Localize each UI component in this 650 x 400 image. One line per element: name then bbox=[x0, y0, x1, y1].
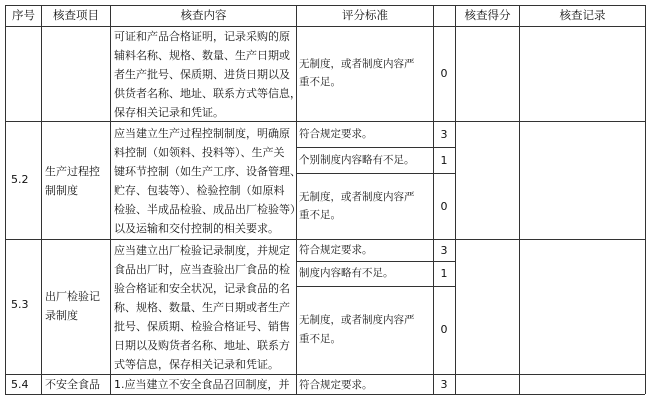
content-line: 保存相关记录和凭证。 bbox=[114, 106, 224, 119]
standard-line: 重不足。 bbox=[299, 333, 341, 345]
content-line: 验合格证和安全状况，记录食品的名 bbox=[114, 282, 290, 295]
content-line: 贮存、包装等）、检验控制（如原料 bbox=[114, 184, 285, 197]
content-line: 称、规格、数量、生产日期或者生产 bbox=[114, 301, 290, 314]
header-item: 核查项目 bbox=[53, 8, 99, 22]
standard-line: 符合规定要求。 bbox=[299, 244, 373, 256]
content-line: 料控制（如领料、投料等）、生产关 bbox=[114, 146, 285, 159]
content-line: 可证和产品合格证明，记录采购的原 bbox=[114, 30, 290, 43]
col-divider bbox=[41, 5, 42, 394]
sub-row-divider bbox=[296, 147, 455, 148]
content-line: 辅料名称、规格、数量、生产日期或 bbox=[114, 49, 290, 62]
col-divider bbox=[455, 5, 456, 394]
sub-row-divider bbox=[296, 261, 455, 262]
row-divider bbox=[5, 121, 645, 122]
row-item-line: 制制度 bbox=[45, 184, 78, 197]
row-divider bbox=[5, 239, 645, 240]
row-item-line: 录制度 bbox=[45, 309, 78, 322]
col-divider bbox=[110, 5, 111, 394]
standard-line: 个别制度内容略有不足。 bbox=[299, 154, 415, 166]
sub-row-divider bbox=[296, 286, 455, 287]
row-item-line: 生产过程控 bbox=[45, 165, 100, 178]
header-bottom-rule bbox=[5, 26, 645, 27]
row-item-line: 不安全食品 bbox=[45, 378, 100, 391]
standard-score: 1 bbox=[440, 154, 448, 167]
sub-row-divider bbox=[296, 173, 455, 174]
header-standard: 评分标准 bbox=[342, 8, 388, 22]
table-border-left bbox=[5, 5, 6, 394]
table-border-right bbox=[645, 5, 646, 394]
content-line: 批号、保质期、检验合格证号、销售 bbox=[114, 320, 290, 333]
content-line: 者生产批号、保质期、进货日期以及 bbox=[114, 68, 290, 81]
header-score: 核查得分 bbox=[464, 8, 511, 22]
content-line: 应当建立生产过程控制制度，明确原 bbox=[114, 127, 290, 140]
content-line: 式等信息，保存相关记录和凭证。 bbox=[114, 358, 279, 371]
standard-score: 0 bbox=[440, 323, 448, 336]
standard-line: 符合规定要求。 bbox=[299, 128, 373, 140]
content-line: 应当建立出厂检验记录制度，并规定 bbox=[114, 244, 290, 257]
header-content: 核查内容 bbox=[180, 8, 227, 22]
row-seq: 5.3 bbox=[11, 298, 29, 311]
standard-line: 重不足。 bbox=[299, 76, 341, 88]
table-border-bottom bbox=[5, 394, 645, 395]
standard-line: 无制度，或者制度内容严 bbox=[299, 58, 415, 70]
row-seq: 5.2 bbox=[11, 173, 29, 186]
col-divider bbox=[519, 5, 520, 394]
content-line: 检验、半成品检验、成品出厂检验等） bbox=[114, 203, 301, 216]
standard-score: 3 bbox=[440, 244, 448, 257]
standard-line: 重不足。 bbox=[299, 209, 341, 221]
content-line: 1.应当建立不安全食品召回制度，并 bbox=[114, 378, 290, 391]
content-line: 食品出厂时，应当查验出厂食品的检 bbox=[114, 263, 290, 276]
standard-line: 无制度，或者制度内容严 bbox=[299, 314, 415, 326]
standard-score: 3 bbox=[440, 128, 448, 141]
row-item-line: 出厂检验记 bbox=[45, 290, 100, 303]
standard-score: 0 bbox=[440, 67, 448, 80]
standard-score: 0 bbox=[440, 200, 448, 213]
content-line: 供货者名称、地址、联系方式等信息， bbox=[114, 87, 301, 100]
row-seq: 5.4 bbox=[11, 378, 29, 391]
content-line: 键环节控制（如生产工序、设备管理、 bbox=[114, 165, 301, 178]
standard-score: 3 bbox=[440, 378, 448, 391]
content-line: 以及运输和交付控制的相关要求。 bbox=[114, 222, 279, 235]
content-line: 日期以及购货者名称、地址、联系方 bbox=[114, 339, 290, 352]
table-border-top bbox=[5, 5, 645, 6]
standard-score: 1 bbox=[440, 267, 448, 280]
header-record: 核查记录 bbox=[559, 8, 606, 22]
row-divider bbox=[5, 374, 645, 375]
standard-line: 制度内容略有不足。 bbox=[299, 267, 394, 279]
header-seq: 序号 bbox=[12, 8, 35, 22]
standard-line: 无制度，或者制度内容严 bbox=[299, 191, 415, 203]
standard-line: 符合规定要求。 bbox=[299, 379, 373, 391]
